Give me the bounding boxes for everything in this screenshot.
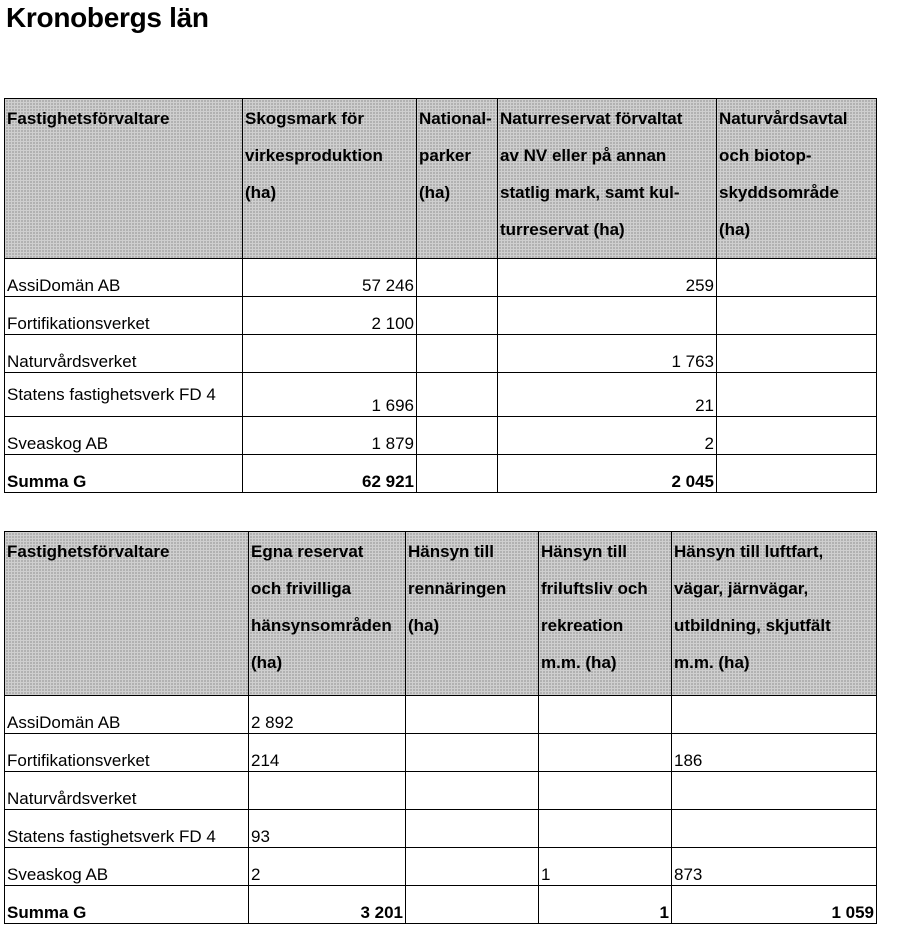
table-row: [5, 734, 877, 772]
value-cell: 1 763: [498, 335, 717, 373]
value-cell: [717, 417, 877, 455]
owner-cell: AssiDomän AB: [5, 259, 243, 297]
table-row: [5, 259, 877, 297]
value-cell: [243, 335, 417, 373]
value-cell: 1: [539, 848, 672, 886]
header-cell-infrastructure: Hänsyn till luftfart, vägar, järnvägar, utbildning, skjutfält m.m. (ha): [672, 532, 877, 696]
value-cell: 873: [672, 848, 877, 886]
summary-value: 2 045: [498, 455, 717, 493]
owner-cell: Statens fastighetsverk FD 4: [5, 810, 249, 848]
header-cell-reindeer-husbandry: Hänsyn till rennäringen (ha): [406, 532, 539, 696]
owner-cell: Sveaskog AB: [5, 848, 249, 886]
value-cell: [672, 810, 877, 848]
value-cell: [539, 772, 672, 810]
summary-value: 3 201: [249, 886, 406, 924]
value-cell: [717, 297, 877, 335]
owner-cell: Fortifikationsverket: [5, 297, 243, 335]
header-row: [5, 532, 877, 696]
owner-cell: Naturvårdsverket: [5, 335, 243, 373]
value-cell: [672, 772, 877, 810]
value-cell: 93: [249, 810, 406, 848]
value-cell: [417, 259, 498, 297]
table-row: [5, 696, 877, 734]
table-row: [5, 772, 877, 810]
table-row: [5, 335, 877, 373]
value-cell: [717, 259, 877, 297]
forest-land-table: [4, 98, 877, 493]
value-cell: [249, 772, 406, 810]
value-cell: [498, 297, 717, 335]
summary-row: [5, 455, 877, 493]
value-cell: 2: [498, 417, 717, 455]
value-cell: [539, 734, 672, 772]
summary-value: 1 059: [672, 886, 877, 924]
value-cell: [539, 696, 672, 734]
header-row: [5, 99, 877, 259]
table-row: [5, 373, 877, 417]
summary-value: 62 921: [243, 455, 417, 493]
header-cell-owner: Fastighetsförvaltare: [5, 99, 243, 259]
summary-value: [417, 455, 498, 493]
value-cell: [539, 810, 672, 848]
table-row: [5, 417, 877, 455]
value-cell: 186: [672, 734, 877, 772]
table-row: [5, 297, 877, 335]
summary-label: Summa G: [5, 455, 243, 493]
value-cell: 21: [498, 373, 717, 417]
header-cell-own-reserves: Egna reservat och frivilliga hänsynsområden (ha): [249, 532, 406, 696]
page-title: Kronobergs län: [6, 2, 209, 33]
value-cell: 214: [249, 734, 406, 772]
value-cell: 1 879: [243, 417, 417, 455]
value-cell: [406, 848, 539, 886]
owner-cell: Statens fastighetsverk FD 4: [5, 373, 243, 417]
value-cell: [417, 297, 498, 335]
value-cell: [717, 335, 877, 373]
value-cell: [672, 696, 877, 734]
value-cell: [406, 696, 539, 734]
value-cell: [406, 772, 539, 810]
summary-label: Summa G: [5, 886, 249, 924]
summary-value: [717, 455, 877, 493]
value-cell: [417, 335, 498, 373]
header-cell-production-forest: Skogsmark för virkesproduktion (ha): [243, 99, 417, 259]
header-cell-outdoor-recreation: Hänsyn till friluftsliv och rekreation m.m. (ha): [539, 532, 672, 696]
owner-cell: AssiDomän AB: [5, 696, 249, 734]
header-cell-conservation-agreements: Naturvårdsavtal och biotop- skyddsområde (ha): [717, 99, 877, 259]
header-cell-nature-reserves: Naturreservat förvaltat av NV eller på annan statlig mark, samt kul- turreservat (ha): [498, 99, 717, 259]
value-cell: [406, 734, 539, 772]
table-row: [5, 848, 877, 886]
summary-value: [406, 886, 539, 924]
value-cell: [417, 373, 498, 417]
summary-value: 1: [539, 886, 672, 924]
summary-row: [5, 886, 877, 924]
value-cell: [417, 417, 498, 455]
owner-cell: Naturvårdsverket: [5, 772, 249, 810]
value-cell: 2 892: [249, 696, 406, 734]
value-cell: 57 246: [243, 259, 417, 297]
header-cell-owner: Fastighetsförvaltare: [5, 532, 249, 696]
value-cell: 1 696: [243, 373, 417, 417]
value-cell: [406, 810, 539, 848]
value-cell: 259: [498, 259, 717, 297]
consideration-areas-table: [4, 531, 877, 924]
value-cell: 2 100: [243, 297, 417, 335]
owner-cell: Sveaskog AB: [5, 417, 243, 455]
table-row: [5, 810, 877, 848]
value-cell: 2: [249, 848, 406, 886]
value-cell: [717, 373, 877, 417]
header-cell-national-parks: National- parker (ha): [417, 99, 498, 259]
owner-cell: Fortifikationsverket: [5, 734, 249, 772]
